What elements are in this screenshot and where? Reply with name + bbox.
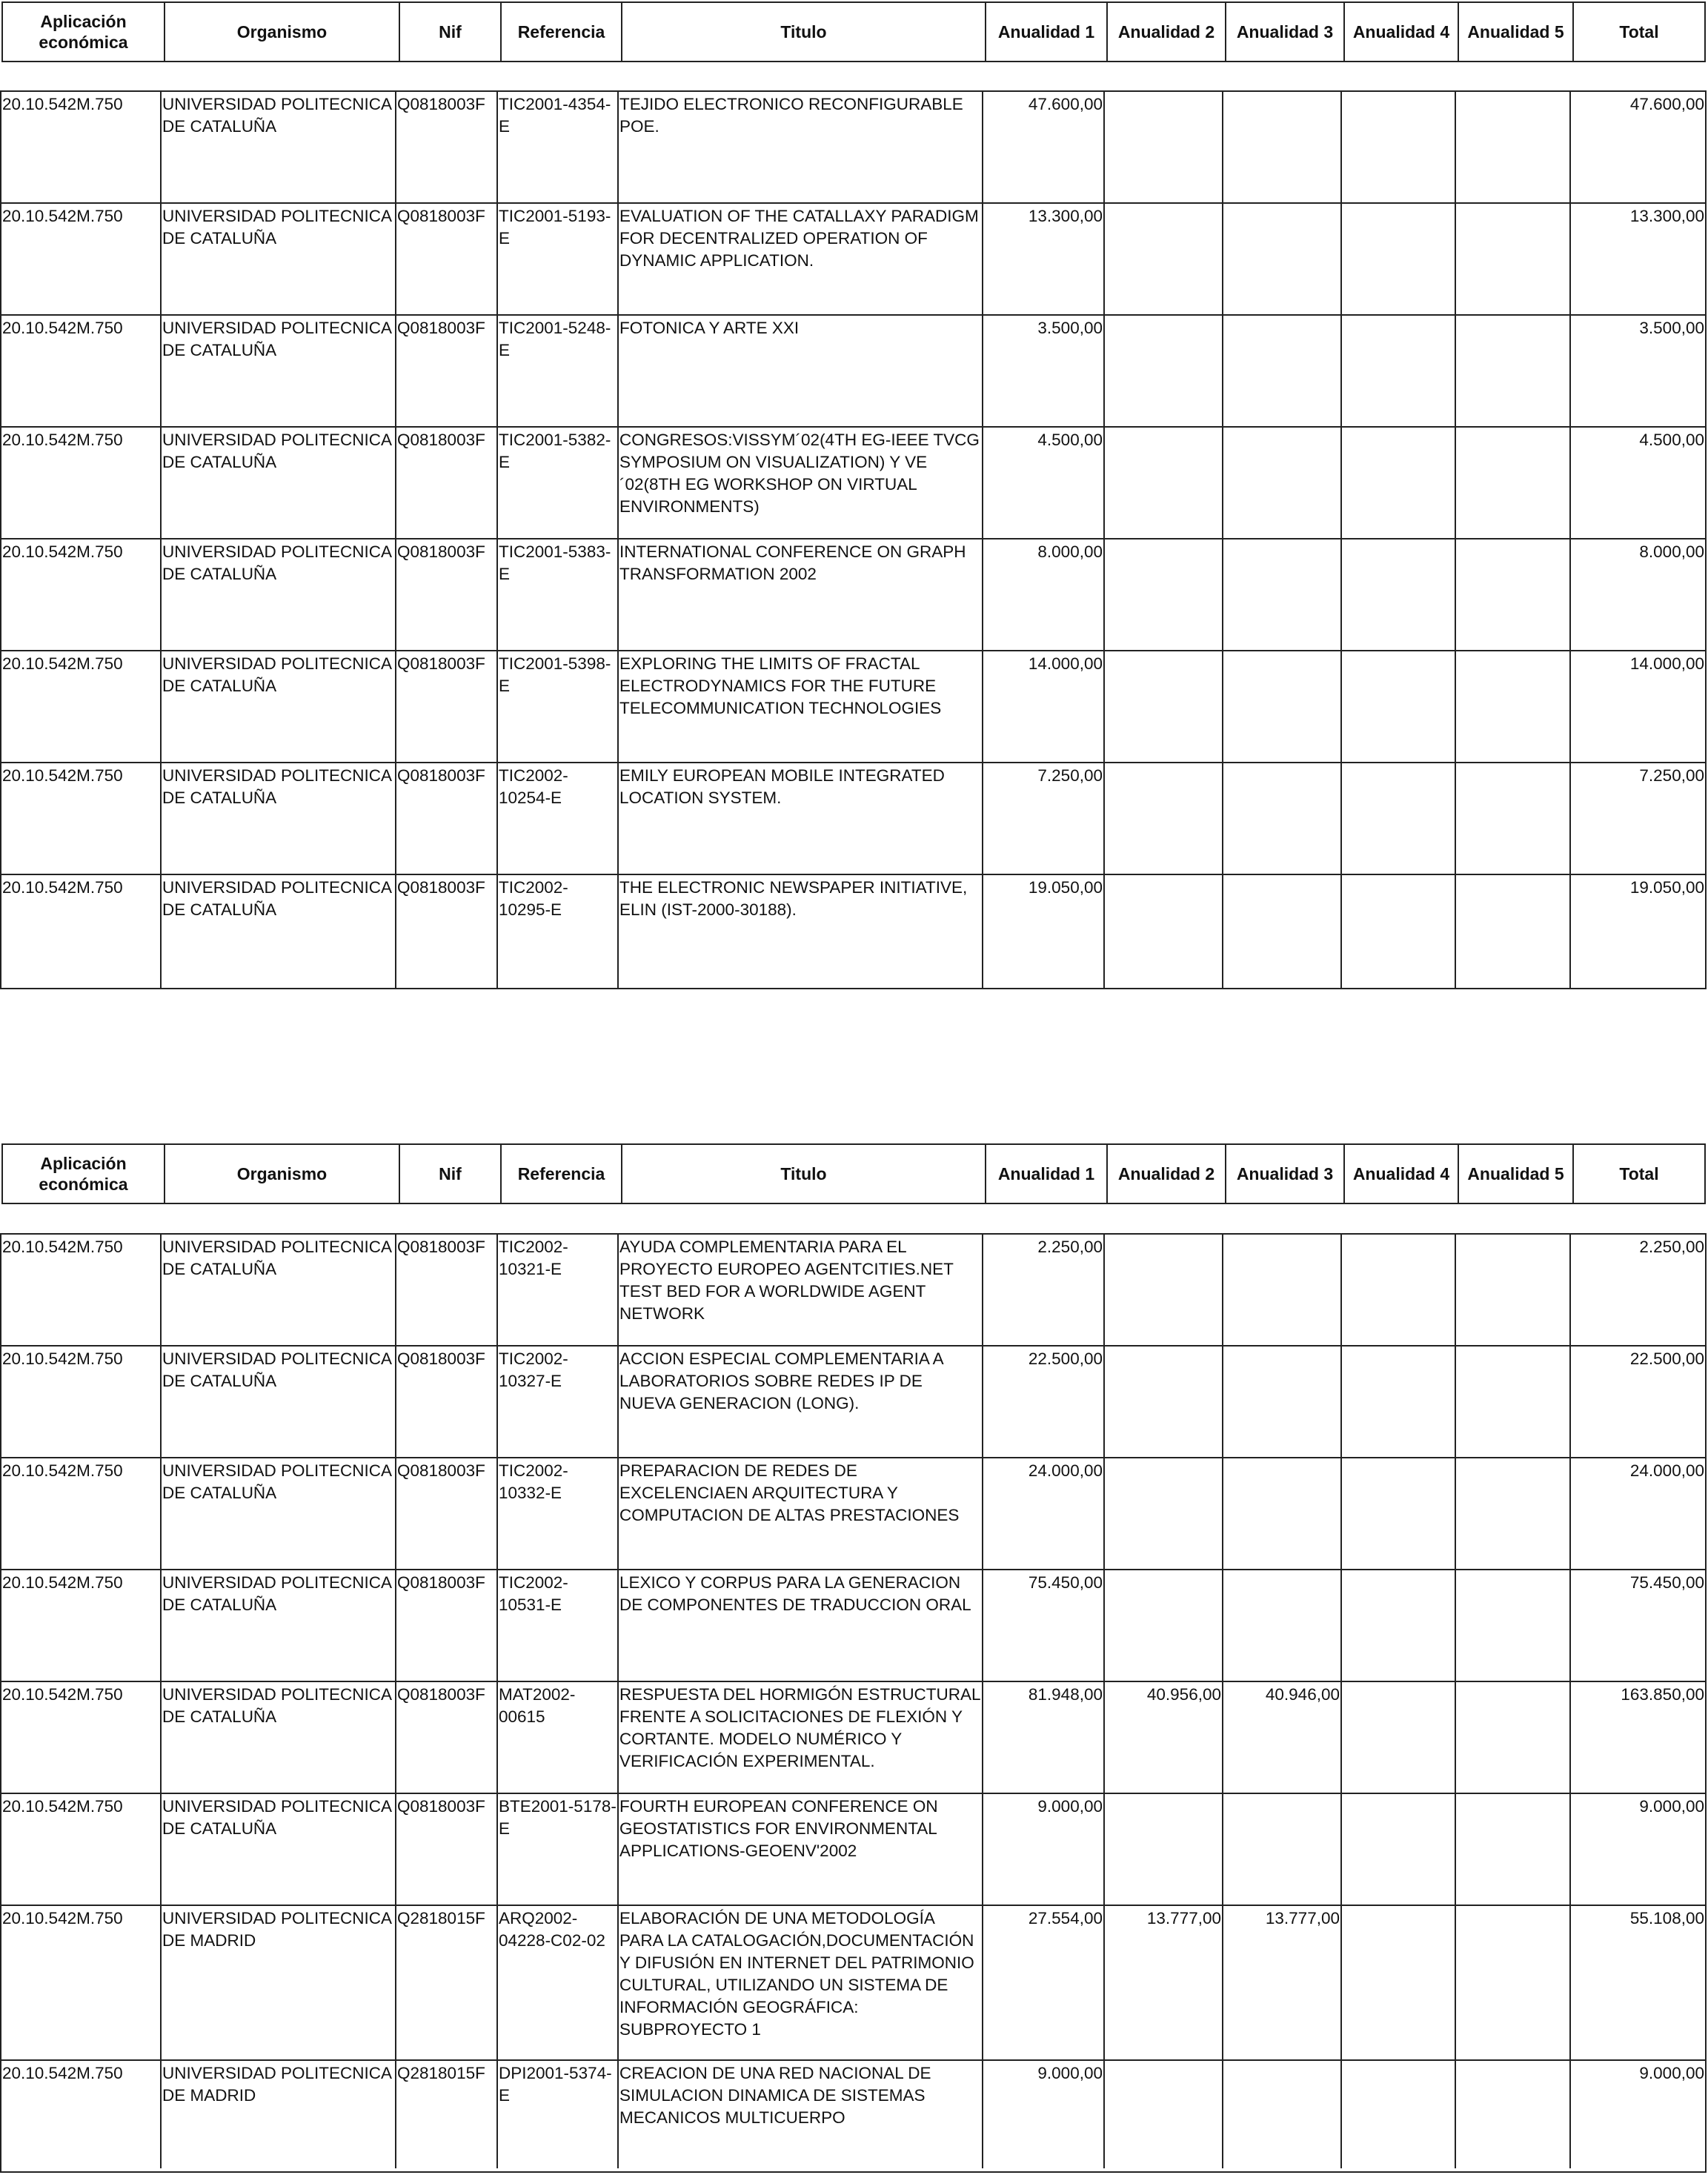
anualidad-4-cell <box>1342 539 1456 650</box>
referencia-cell: TIC2001-5193-E <box>498 204 619 314</box>
header-anualidad-1: Anualidad 1 <box>986 1145 1108 1203</box>
anualidad-5-cell <box>1456 1458 1571 1569</box>
table-row <box>1 539 1705 651</box>
anualidad-4-cell <box>1342 875 1456 988</box>
titulo-cell: EVALUATION OF THE CATALLAXY PARADIGM FOR DECENTRALIZED OPERATION OF DYNAMIC APPLICATION. <box>619 204 983 314</box>
anualidad-3-cell: 40.946,00 <box>1223 1682 1342 1793</box>
anualidad-1-cell: 13.300,00 <box>983 204 1105 314</box>
anualidad-4-cell <box>1342 651 1456 762</box>
total-cell: 19.050,00 <box>1629 878 1704 897</box>
total-cell: 8.000,00 <box>1639 542 1704 561</box>
header-anualidad-2: Anualidad 2 <box>1108 3 1226 61</box>
aplicacion-cell: 20.10.542M.750 <box>1 1794 162 1905</box>
anualidad-3-cell <box>1223 316 1342 426</box>
nif-cell: Q0818003F <box>396 316 498 426</box>
table-row <box>1 1794 1705 1906</box>
anualidad-4-cell <box>1342 1570 1456 1681</box>
organismo-cell: UNIVERSIDAD POLITECNICA DE CATALUÑA <box>162 539 396 650</box>
anualidad-3-cell: 13.777,00 <box>1223 1906 1342 2059</box>
titulo-cell: FOTONICA Y ARTE XXI <box>619 316 983 426</box>
header-anualidad-3: Anualidad 3 <box>1226 1145 1345 1203</box>
total-cell: 2.250,00 <box>1639 1238 1704 1256</box>
organismo-cell: UNIVERSIDAD POLITECNICA DE CATALUÑA <box>162 875 396 988</box>
titulo-cell: ELABORACIÓN DE UNA METODOLOGÍA PARA LA CATALOGACIÓN,DOCUMENTACIÓN Y DIFUSIÓN EN INTERNET DEL PATRIMONIO CULTURAL, UTILIZANDO UN SISTEMA DE INFORMACIÓN GEOGRÁFICA: SUBPROYECTO 1 <box>619 1906 983 2059</box>
aplicacion-cell: 20.10.542M.750 <box>1 316 162 426</box>
titulo-cell: PREPARACION DE REDES DE EXCELENCIAEN ARQUITECTURA Y COMPUTACION DE ALTAS PRESTACIONES <box>619 1458 983 1569</box>
anualidad-5-cell <box>1456 1794 1571 1905</box>
table-row <box>1 1346 1705 1458</box>
anualidad-5-cell <box>1456 428 1571 538</box>
titulo-cell: EXPLORING THE LIMITS OF FRACTAL ELECTRODYNAMICS FOR THE FUTURE TELECOMMUNICATION TECHNOLOGIES <box>619 651 983 762</box>
anualidad-4-cell <box>1342 1458 1456 1569</box>
anualidad-5-cell <box>1456 1346 1571 1457</box>
table-row <box>1 651 1705 763</box>
anualidad-1-cell: 3.500,00 <box>983 316 1105 426</box>
anualidad-3-cell <box>1223 539 1342 650</box>
total-cell: 75.450,00 <box>1629 1573 1704 1592</box>
aplicacion-cell: 20.10.542M.750 <box>1 1235 162 1345</box>
anualidad-1-cell: 8.000,00 <box>983 539 1105 650</box>
anualidad-2-cell <box>1105 2061 1223 2168</box>
referencia-cell: TIC2001-4354-E <box>498 92 619 202</box>
anualidad-3-cell <box>1223 2061 1342 2168</box>
anualidad-2-cell <box>1105 428 1223 538</box>
header-total: Total <box>1619 22 1659 41</box>
anualidad-3-cell <box>1223 204 1342 314</box>
anualidad-1-cell: 4.500,00 <box>983 428 1105 538</box>
header-organismo: Organismo <box>165 3 400 61</box>
aplicacion-cell: 20.10.542M.750 <box>1 763 162 874</box>
anualidad-2-cell <box>1105 1346 1223 1457</box>
total-cell: 55.108,00 <box>1629 1909 1704 1927</box>
organismo-cell: UNIVERSIDAD POLITECNICA DE CATALUÑA <box>162 651 396 762</box>
header-nif: Nif <box>400 1145 502 1203</box>
table-header <box>1 1 1706 62</box>
anualidad-5-cell <box>1456 651 1571 762</box>
header-referencia: Referencia <box>502 3 622 61</box>
table-row <box>1 428 1705 539</box>
titulo-cell: EMILY EUROPEAN MOBILE INTEGRATED LOCATION SYSTEM. <box>619 763 983 874</box>
anualidad-3-cell <box>1223 763 1342 874</box>
table-row <box>1 875 1705 988</box>
titulo-cell: THE ELECTRONIC NEWSPAPER INITIATIVE, ELIN (IST-2000-30188). <box>619 875 983 988</box>
aplicacion-cell: 20.10.542M.750 <box>1 92 162 202</box>
anualidad-5-cell <box>1456 1682 1571 1793</box>
titulo-cell: INTERNATIONAL CONFERENCE ON GRAPH TRANSFORMATION 2002 <box>619 539 983 650</box>
anualidad-3-cell <box>1223 92 1342 202</box>
nif-cell: Q0818003F <box>396 1794 498 1905</box>
header-anualidad-4: Anualidad 4 <box>1345 3 1459 61</box>
nif-cell: Q0818003F <box>396 1235 498 1345</box>
organismo-cell: UNIVERSIDAD POLITECNICA DE CATALUÑA <box>162 763 396 874</box>
aplicacion-cell: 20.10.542M.750 <box>1 539 162 650</box>
anualidad-1-cell: 47.600,00 <box>983 92 1105 202</box>
organismo-cell: UNIVERSIDAD POLITECNICA DE CATALUÑA <box>162 1682 396 1793</box>
anualidad-2-cell <box>1105 651 1223 762</box>
header-anualidad-4: Anualidad 4 <box>1345 1145 1459 1203</box>
titulo-cell: ACCION ESPECIAL COMPLEMENTARIA A LABORATORIOS SOBRE REDES IP DE NUEVA GENERACION (LONG). <box>619 1346 983 1457</box>
table-row <box>1 1570 1705 1682</box>
anualidad-5-cell <box>1456 204 1571 314</box>
anualidad-5-cell <box>1456 1570 1571 1681</box>
aplicacion-cell: 20.10.542M.750 <box>1 1346 162 1457</box>
anualidad-4-cell <box>1342 428 1456 538</box>
organismo-cell: UNIVERSIDAD POLITECNICA DE CATALUÑA <box>162 1346 396 1457</box>
aplicacion-cell: 20.10.542M.750 <box>1 651 162 762</box>
header-aplicacion: Aplicación económica <box>3 3 165 61</box>
anualidad-5-cell <box>1456 763 1571 874</box>
aplicacion-cell: 20.10.542M.750 <box>1 1570 162 1681</box>
anualidad-2-cell <box>1105 1794 1223 1905</box>
header-anualidad-3: Anualidad 3 <box>1226 3 1345 61</box>
aplicacion-cell: 20.10.542M.750 <box>1 428 162 538</box>
total-cell: 13.300,00 <box>1629 207 1704 225</box>
table-row <box>1 1235 1705 1346</box>
anualidad-1-cell: 14.000,00 <box>983 651 1105 762</box>
aplicacion-cell: 20.10.542M.750 <box>1 204 162 314</box>
anualidad-4-cell <box>1342 1235 1456 1345</box>
anualidad-4-cell <box>1342 92 1456 202</box>
anualidad-2-cell <box>1105 316 1223 426</box>
header-anualidad-5: Anualidad 5 <box>1459 3 1574 61</box>
nif-cell: Q0818003F <box>396 651 498 762</box>
titulo-cell: TEJIDO ELECTRONICO RECONFIGURABLE POE. <box>619 92 983 202</box>
total-cell: 3.500,00 <box>1639 319 1704 337</box>
referencia-cell: TIC2002-10327-E <box>498 1346 619 1457</box>
anualidad-1-cell: 2.250,00 <box>983 1235 1105 1345</box>
titulo-cell: LEXICO Y CORPUS PARA LA GENERACION DE COMPONENTES DE TRADUCCION ORAL <box>619 1570 983 1681</box>
table-row <box>1 1906 1705 2061</box>
nif-cell: Q0818003F <box>396 204 498 314</box>
header-nif: Nif <box>400 3 502 61</box>
titulo-cell: FOURTH EUROPEAN CONFERENCE ON GEOSTATISTICS FOR ENVIRONMENTAL APPLICATIONS-GEOENV'2002 <box>619 1794 983 1905</box>
organismo-cell: UNIVERSIDAD POLITECNICA DE CATALUÑA <box>162 1570 396 1681</box>
header-anualidad-1: Anualidad 1 <box>986 3 1108 61</box>
anualidad-2-cell <box>1105 1458 1223 1569</box>
titulo-cell: CREACION DE UNA RED NACIONAL DE SIMULACION DINAMICA DE SISTEMAS MECANICOS MULTICUERPO <box>619 2061 983 2168</box>
anualidad-2-cell <box>1105 539 1223 650</box>
anualidad-5-cell <box>1456 1906 1571 2059</box>
referencia-cell: TIC2001-5382-E <box>498 428 619 538</box>
nif-cell: Q0818003F <box>396 92 498 202</box>
organismo-cell: UNIVERSIDAD POLITECNICA DE CATALUÑA <box>162 1458 396 1569</box>
anualidad-3-cell <box>1223 1346 1342 1457</box>
anualidad-3-cell <box>1223 1458 1342 1569</box>
data-table <box>0 90 1707 989</box>
anualidad-5-cell <box>1456 92 1571 202</box>
anualidad-2-cell <box>1105 92 1223 202</box>
table-row <box>1 316 1705 428</box>
anualidad-2-cell: 40.956,00 <box>1105 1682 1223 1793</box>
aplicacion-cell: 20.10.542M.750 <box>1 875 162 988</box>
anualidad-3-cell <box>1223 1570 1342 1681</box>
nif-cell: Q0818003F <box>396 1570 498 1681</box>
total-cell: 7.250,00 <box>1639 766 1704 785</box>
total-cell: 22.500,00 <box>1629 1349 1704 1368</box>
table-row <box>1 2061 1705 2168</box>
header-anualidad-5: Anualidad 5 <box>1459 1145 1574 1203</box>
anualidad-1-cell: 22.500,00 <box>983 1346 1105 1457</box>
anualidad-4-cell <box>1342 1906 1456 2059</box>
anualidad-2-cell <box>1105 763 1223 874</box>
nif-cell: Q0818003F <box>396 1346 498 1457</box>
header-referencia: Referencia <box>502 1145 622 1203</box>
nif-cell: Q0818003F <box>396 1682 498 1793</box>
anualidad-1-cell: 81.948,00 <box>983 1682 1105 1793</box>
referencia-cell: TIC2001-5398-E <box>498 651 619 762</box>
table-row <box>1 1682 1705 1794</box>
referencia-cell: ARQ2002-04228-C02-02 <box>498 1906 619 2059</box>
anualidad-5-cell <box>1456 2061 1571 2168</box>
anualidad-4-cell <box>1342 1346 1456 1457</box>
header-total: Total <box>1619 1164 1659 1183</box>
organismo-cell: UNIVERSIDAD POLITECNICA DE MADRID <box>162 1906 396 2059</box>
anualidad-4-cell <box>1342 1794 1456 1905</box>
titulo-cell: AYUDA COMPLEMENTARIA PARA EL PROYECTO EUROPEO AGENTCITIES.NET TEST BED FOR A WORLDWIDE AGENT NETWORK <box>619 1235 983 1345</box>
referencia-cell: TIC2002-10332-E <box>498 1458 619 1569</box>
referencia-cell: TIC2002-10254-E <box>498 763 619 874</box>
anualidad-1-cell: 24.000,00 <box>983 1458 1105 1569</box>
header-titulo: Titulo <box>622 3 986 61</box>
anualidad-4-cell <box>1342 763 1456 874</box>
data-table <box>0 1233 1707 2173</box>
total-cell: 24.000,00 <box>1629 1461 1704 1480</box>
referencia-cell: TIC2001-5383-E <box>498 539 619 650</box>
nif-cell: Q0818003F <box>396 428 498 538</box>
anualidad-2-cell <box>1105 1235 1223 1345</box>
anualidad-3-cell <box>1223 1235 1342 1345</box>
titulo-cell: CONGRESOS:VISSYM´02(4TH EG-IEEE TVCG SYMPOSIUM ON VISUALIZATION) Y VE´02(8TH EG WORKSHOP ON VIRTUAL ENVIRONMENTS) <box>619 428 983 538</box>
referencia-cell: MAT2002-00615 <box>498 1682 619 1793</box>
referencia-cell: BTE2001-5178-E <box>498 1794 619 1905</box>
nif-cell: Q2818015F <box>396 2061 498 2168</box>
header-aplicacion: Aplicación económica <box>3 1145 165 1203</box>
anualidad-5-cell <box>1456 316 1571 426</box>
anualidad-5-cell <box>1456 539 1571 650</box>
anualidad-1-cell: 7.250,00 <box>983 763 1105 874</box>
table-row <box>1 204 1705 316</box>
aplicacion-cell: 20.10.542M.750 <box>1 1458 162 1569</box>
total-cell: 47.600,00 <box>1629 95 1704 113</box>
anualidad-1-cell: 9.000,00 <box>983 1794 1105 1905</box>
nif-cell: Q0818003F <box>396 1458 498 1569</box>
total-cell: 4.500,00 <box>1639 431 1704 449</box>
anualidad-1-cell: 19.050,00 <box>983 875 1105 988</box>
anualidad-1-cell: 27.554,00 <box>983 1906 1105 2059</box>
referencia-cell: TIC2002-10295-E <box>498 875 619 988</box>
anualidad-5-cell <box>1456 875 1571 988</box>
total-cell: 14.000,00 <box>1629 654 1704 673</box>
anualidad-5-cell <box>1456 1235 1571 1345</box>
organismo-cell: UNIVERSIDAD POLITECNICA DE CATALUÑA <box>162 92 396 202</box>
anualidad-4-cell <box>1342 204 1456 314</box>
table-header <box>1 1143 1706 1204</box>
anualidad-3-cell <box>1223 875 1342 988</box>
nif-cell: Q0818003F <box>396 763 498 874</box>
anualidad-3-cell <box>1223 1794 1342 1905</box>
nif-cell: Q2818015F <box>396 1906 498 2059</box>
table-row <box>1 92 1705 204</box>
table-row <box>1 1458 1705 1570</box>
total-cell: 163.850,00 <box>1621 1685 1704 1704</box>
organismo-cell: UNIVERSIDAD POLITECNICA DE CATALUÑA <box>162 428 396 538</box>
nif-cell: Q0818003F <box>396 875 498 988</box>
anualidad-2-cell <box>1105 875 1223 988</box>
anualidad-2-cell <box>1105 204 1223 314</box>
organismo-cell: UNIVERSIDAD POLITECNICA DE MADRID <box>162 2061 396 2168</box>
anualidad-4-cell <box>1342 2061 1456 2168</box>
organismo-cell: UNIVERSIDAD POLITECNICA DE CATALUÑA <box>162 316 396 426</box>
referencia-cell: TIC2001-5248-E <box>498 316 619 426</box>
header-titulo: Titulo <box>622 1145 986 1203</box>
header-organismo: Organismo <box>165 1145 400 1203</box>
anualidad-1-cell: 75.450,00 <box>983 1570 1105 1681</box>
aplicacion-cell: 20.10.542M.750 <box>1 1906 162 2059</box>
aplicacion-cell: 20.10.542M.750 <box>1 1682 162 1793</box>
header-anualidad-2: Anualidad 2 <box>1108 1145 1226 1203</box>
table-row <box>1 763 1705 875</box>
organismo-cell: UNIVERSIDAD POLITECNICA DE CATALUÑA <box>162 204 396 314</box>
anualidad-2-cell: 13.777,00 <box>1105 1906 1223 2059</box>
total-cell: 9.000,00 <box>1639 2064 1704 2082</box>
titulo-cell: RESPUESTA DEL HORMIGÓN ESTRUCTURAL FRENTE A SOLICITACIONES DE FLEXIÓN Y CORTANTE. MODELO NUMÉRICO Y VERIFICACIÓN EXPERIMENTAL. <box>619 1682 983 1793</box>
referencia-cell: TIC2002-10321-E <box>498 1235 619 1345</box>
nif-cell: Q0818003F <box>396 539 498 650</box>
anualidad-4-cell <box>1342 1682 1456 1793</box>
anualidad-1-cell: 9.000,00 <box>983 2061 1105 2168</box>
referencia-cell: DPI2001-5374-E <box>498 2061 619 2168</box>
organismo-cell: UNIVERSIDAD POLITECNICA DE CATALUÑA <box>162 1235 396 1345</box>
anualidad-3-cell <box>1223 651 1342 762</box>
aplicacion-cell: 20.10.542M.750 <box>1 2061 162 2168</box>
referencia-cell: TIC2002-10531-E <box>498 1570 619 1681</box>
anualidad-3-cell <box>1223 428 1342 538</box>
organismo-cell: UNIVERSIDAD POLITECNICA DE CATALUÑA <box>162 1794 396 1905</box>
anualidad-4-cell <box>1342 316 1456 426</box>
total-cell: 9.000,00 <box>1639 1797 1704 1816</box>
anualidad-2-cell <box>1105 1570 1223 1681</box>
